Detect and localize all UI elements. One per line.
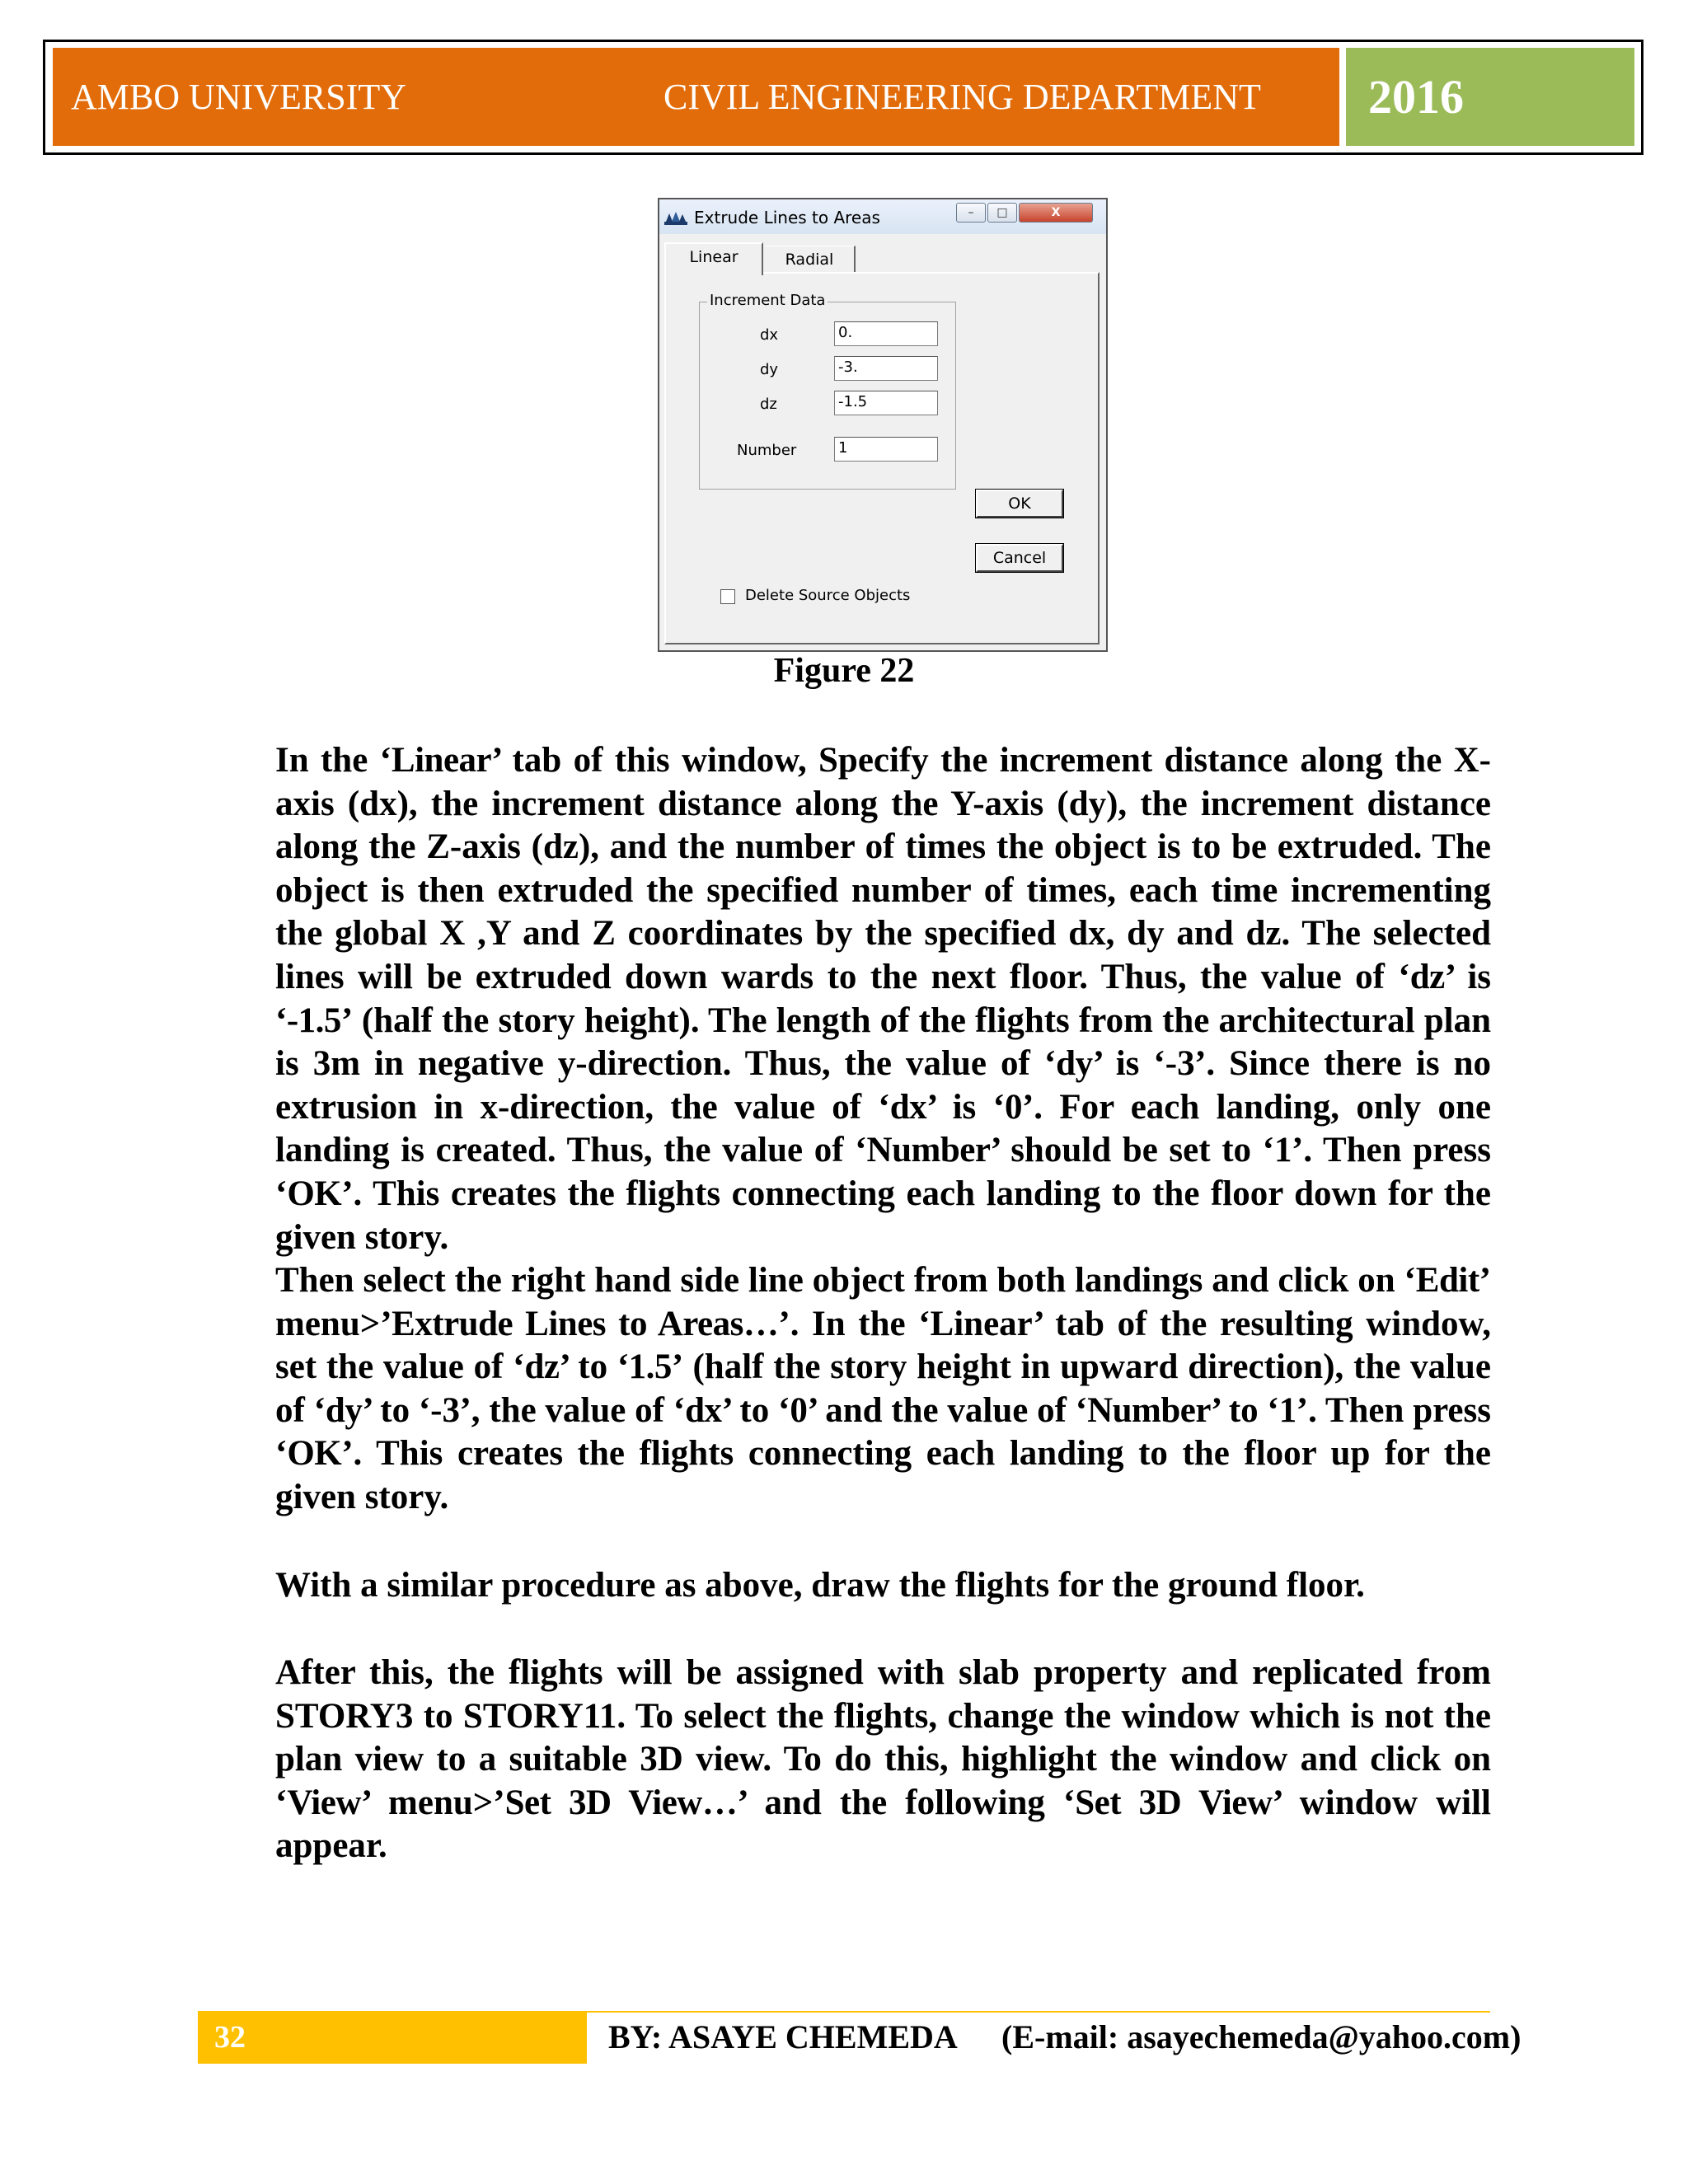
minimize-button[interactable]: – — [956, 203, 986, 223]
keyword: ‘-1.5’ — [275, 1001, 353, 1040]
close-button[interactable]: X — [1019, 203, 1093, 223]
extrude-lines-dialog — [658, 198, 1108, 652]
keyword: Edit — [1415, 1261, 1479, 1300]
text-run: ’ to — [559, 1347, 617, 1387]
text-run: (half the story height). The length of the flights from the architectural plan is 3m in negative y-direction. Thus, the value of ‘ — [275, 1001, 1491, 1084]
increment-data-label: Increment Data — [707, 292, 828, 309]
dz-input[interactable]: -1.5 — [834, 391, 938, 415]
text-run: ’. This creates the flights connecting each landing to the floor down for the given story. — [275, 1174, 1491, 1257]
text-run: ’ is — [1444, 957, 1492, 996]
keyword: OK — [287, 1174, 342, 1213]
dialog-title: Extrude Lines to Areas — [694, 208, 880, 227]
text-run: ’ to ‘- — [362, 1390, 443, 1430]
keyword: dx — [889, 1087, 927, 1127]
keyword: dy — [325, 1390, 363, 1430]
text-run: ’ window will appear. — [275, 1783, 1491, 1866]
dy-input[interactable]: -3. — [834, 356, 938, 381]
text-run: ’ is ‘- — [1092, 1044, 1178, 1084]
text-run: ’ menu>’ — [360, 1783, 505, 1822]
cancel-button[interactable]: Cancel — [976, 544, 1063, 572]
keyword: dy — [1056, 1044, 1093, 1084]
text-run: ’. For each landing, only one landing is created. Thus, the value of ‘ — [275, 1087, 1491, 1170]
keyword: 0 — [790, 1390, 808, 1430]
dialog-titlebar[interactable] — [659, 199, 1106, 234]
page-number: 32 — [214, 2020, 246, 2055]
text-run: ’ should be set to ‘ — [990, 1131, 1275, 1170]
dx-input[interactable]: 0. — [834, 321, 938, 346]
dy-label: dy — [760, 361, 779, 378]
text-run: ’. This creates the flights connecting each landing to the floor up for the given story. — [275, 1434, 1491, 1516]
keyword: View — [287, 1783, 361, 1822]
keyword: ’Extrude Lines to Areas… — [380, 1304, 779, 1343]
text-run: ’. Then press ‘ — [275, 1131, 1491, 1213]
text-run: ’ to ‘ — [1210, 1390, 1279, 1430]
keyword: 3 — [442, 1390, 460, 1430]
text-run: ’ tab of this window, Specify the increment distance along the X-axis (dx), the increment distance along the Y-axis (dy), the increment distance along the Z-axis (dz), and the number of times the object is to be extruded. The object is then extruded the specified number of times, each time incrementing the global X ,Y and Z coordinates by the specified dx, dy and dz. The selected lines will be extruded down wards to the next floor. Thus, the value of ‘ — [275, 741, 1491, 996]
text-run: Then select the right hand side line object from both landings and click on ‘ — [275, 1261, 1416, 1300]
text-run: ’ and the value of ‘ — [807, 1390, 1088, 1430]
text-run: ’, the value of ‘ — [459, 1390, 686, 1430]
app-icon — [664, 210, 687, 225]
delete-source-checkbox[interactable] — [720, 589, 735, 604]
text-run: ’ to ‘ — [721, 1390, 790, 1430]
text-run: After this, the flights will be assigned with slab property and replicated from STORY3 to STORY11. To select the flights, change the window which is not the plan view to a suitable 3D view. To do this, highlight the window and click on ‘ — [275, 1653, 1491, 1822]
number-input[interactable]: 1 — [834, 437, 938, 462]
text-run: In the ‘ — [275, 741, 392, 780]
tab-linear[interactable]: Linear — [664, 242, 763, 275]
header-university: AMBO UNIVERSITY — [71, 77, 406, 117]
text-run: ’. In the ‘Linear’ tab of the resulting window, set the value of ‘ — [275, 1304, 1491, 1387]
keyword: dz — [1409, 957, 1445, 996]
text-run: ’ menu> — [275, 1261, 1491, 1343]
footer-author: BY: ASAYE CHEMEDA — [608, 2018, 958, 2055]
keyword: 1 — [1278, 1390, 1296, 1430]
text-run: With a similar procedure as above, draw the flights for the ground floor. — [275, 1566, 1365, 1605]
keyword: ‘1.5’ — [617, 1347, 683, 1387]
paragraph-extrude-up — [275, 1259, 1491, 1520]
maximize-button[interactable]: □ — [987, 203, 1017, 223]
figure-caption: Figure 22 — [773, 652, 915, 690]
text-run: ’ and the following ‘ — [737, 1783, 1076, 1822]
paragraph-ground-floor — [275, 1564, 1491, 1608]
keyword: Set 3D View… — [504, 1783, 738, 1822]
text-run: (half the story height in upward direction), the value of ‘ — [275, 1347, 1492, 1430]
keyword: dz — [524, 1347, 560, 1387]
dx-label: dx — [760, 326, 779, 344]
delete-source-label: Delete Source Objects — [745, 587, 911, 604]
keyword: OK — [287, 1434, 342, 1474]
number-label: Number — [737, 442, 797, 459]
keyword: 0 — [1004, 1087, 1022, 1127]
keyword: 1 — [1274, 1131, 1292, 1170]
keyword: Linear — [391, 741, 492, 780]
keyword: Number — [866, 1131, 991, 1170]
text-run: ’ is ‘ — [926, 1087, 1005, 1127]
header-department: CIVIL ENGINEERING DEPARTMENT — [663, 77, 1261, 117]
text-run: ’. Then press ‘ — [275, 1390, 1491, 1474]
keyword: 3 — [1177, 1044, 1195, 1084]
paragraph-linear-tab — [275, 739, 1491, 1259]
footer-email: (E-mail: asayechemeda@yahoo.com) — [1001, 2018, 1522, 2055]
keyword: Number — [1087, 1390, 1211, 1430]
dz-label: dz — [760, 396, 777, 413]
keyword: dx — [685, 1390, 722, 1430]
footer-page-box — [198, 2011, 587, 2064]
header-year: 2016 — [1368, 70, 1464, 124]
tab-radial[interactable]: Radial — [765, 246, 856, 272]
text-run: ’. Since there is no extrusion in x-direction, the value of ‘ — [275, 1044, 1491, 1127]
keyword: Set 3D View — [1075, 1783, 1273, 1822]
paragraph-3d-view — [275, 1652, 1491, 1868]
ok-button[interactable]: OK — [976, 490, 1063, 518]
